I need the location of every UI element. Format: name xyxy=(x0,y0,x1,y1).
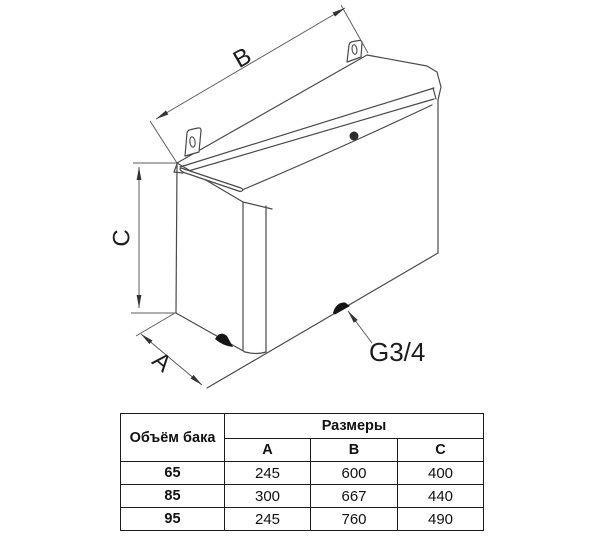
body-left-edge xyxy=(176,163,177,313)
table-row xyxy=(121,485,484,508)
dim-c-cell: 400 xyxy=(398,462,484,485)
dim-b-cell: 760 xyxy=(311,508,398,531)
table-row xyxy=(121,462,484,485)
tank-lid xyxy=(174,55,441,192)
fittings xyxy=(215,302,350,347)
ext-a-top xyxy=(136,313,175,336)
lid-right-fold-inner xyxy=(433,88,436,99)
col-header-a: A xyxy=(225,439,311,462)
sizes-header-cell: Размеры xyxy=(225,414,484,439)
dim-a-cell: 300 xyxy=(225,485,311,508)
dim-c-cell: 490 xyxy=(398,508,484,531)
col-header-b: B xyxy=(311,439,398,462)
volume-cell: 65 xyxy=(121,462,225,485)
lid-left-fold xyxy=(180,168,243,192)
mounting-brackets xyxy=(185,40,362,156)
col-header-c: C xyxy=(398,439,484,462)
dim-a-cell: 245 xyxy=(225,462,311,485)
lid-screw xyxy=(350,132,359,141)
dim-b-label: B xyxy=(228,42,257,74)
g34-fitting xyxy=(333,302,350,314)
bracket-left xyxy=(185,128,201,156)
body-left-top-edge xyxy=(177,163,243,202)
volume-header-cell: Объём бака xyxy=(121,414,225,462)
dim-b-cell: 600 xyxy=(311,462,398,485)
spec-table xyxy=(120,413,484,531)
body-bottom-front-edge xyxy=(207,253,438,388)
dim-b-cell: 667 xyxy=(311,485,398,508)
dim-a-label: A xyxy=(146,346,177,378)
ext-b-left xyxy=(150,121,177,163)
dim-c-cell: 440 xyxy=(398,485,484,508)
table-row xyxy=(121,508,484,531)
dim-a-cell: 245 xyxy=(225,508,311,531)
lid-right-fold xyxy=(437,72,441,100)
body-bottom-left-edge xyxy=(176,313,245,352)
volume-cell: 95 xyxy=(121,508,225,531)
dimensions xyxy=(108,5,425,385)
lid-lip-top xyxy=(180,88,434,167)
body-corner-bottom xyxy=(245,352,266,354)
g34-label: G3/4 xyxy=(369,337,426,367)
dim-c-label: C xyxy=(108,229,136,247)
volume-cell: 85 xyxy=(121,485,225,508)
body-corner-top xyxy=(243,202,272,209)
drain-fitting xyxy=(215,334,233,347)
table-row-header xyxy=(121,414,484,439)
